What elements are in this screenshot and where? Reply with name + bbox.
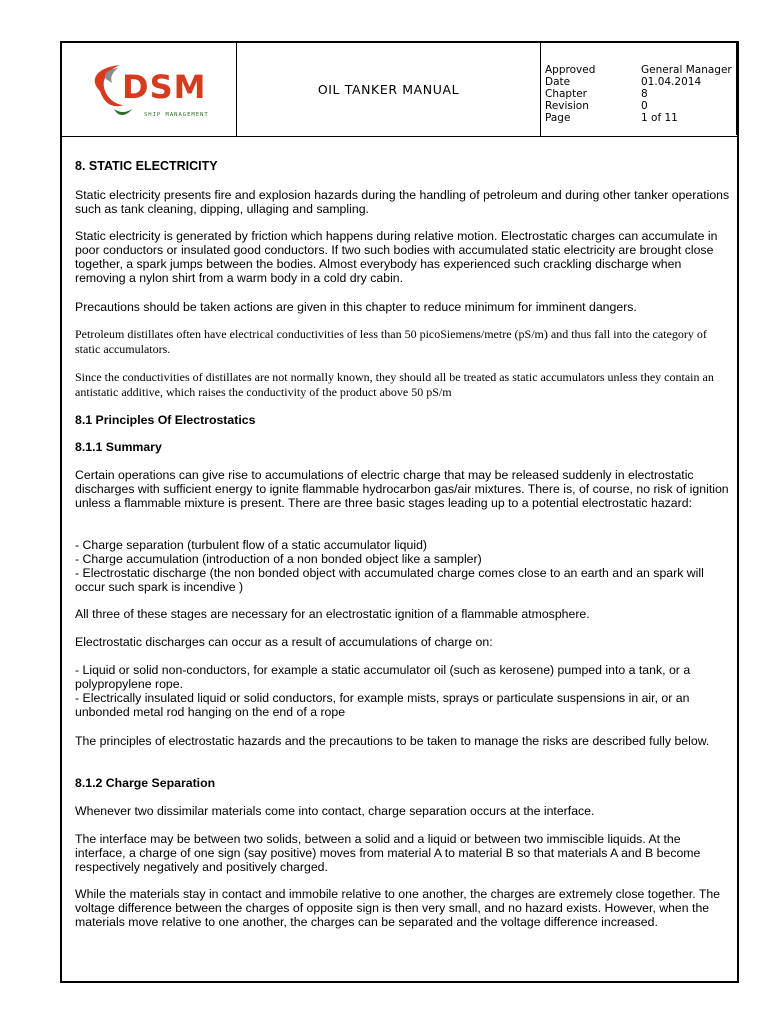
document-header: [62, 43, 737, 137]
list-item: - Charge accumulation (introduction of a non bonded object like a sampler): [75, 552, 482, 566]
meta-value: 8: [641, 88, 648, 100]
logo-cell: [62, 43, 237, 136]
list-item: - Liquid or solid non-conductors, for example a static accumulator oil (such as kerosene) pumped into a tank, or a polypropylene rope.: [75, 663, 691, 691]
charge-list: [75, 663, 730, 719]
meta-label: Date: [545, 76, 571, 88]
paragraph: Static electricity presents fire and explosion hazards during the handling of petroleum and during other tanker operations such as tank cleaning, dipping, ullaging and sampling.: [75, 188, 730, 216]
section-heading-8-1: 8.1 Principles Of Electrostatics: [75, 413, 256, 427]
list-item: - Electrically insulated liquid or solid conductors, for example mists, sprays or particulate suspensions in air, or an unbonded metal rod hanging on the end of a rope: [75, 691, 690, 719]
paragraph-serif: Petroleum distillates often have electrical conductivities of less than 50 picoSiemens/metre (pS/m) and thus fall into the category of static accumulators.: [75, 327, 707, 356]
list-item: - Charge separation (turbulent flow of a static accumulator liquid): [75, 538, 427, 552]
meta-value: 01.04.2014: [641, 76, 702, 88]
dsm-logo: [62, 43, 236, 136]
paragraph: While the materials stay in contact and immobile relative to one another, the charges are extremely close together. The voltage difference between the charges of opposite sign is then very small, and no hazard exists. However, when the materials move relative to one another, the charges can be separated and the voltage difference increased.: [75, 887, 721, 929]
paragraph: All three of these stages are necessary for an electrostatic ignition of a flammable atmosphere.: [75, 607, 590, 621]
paragraph: Static electricity is generated by friction which happens during relative motion. Electrostatic charges can accumulate in poor conductors or insulated good conductors. If two such bodies with accumulated static electricity are brought close together, a spark jumps between the bodies. Almost everybody has experienced such crackling discharge when removing a nylon shirt from a warm body in a cold dry cabin.: [75, 229, 718, 285]
meta-label: Approved: [545, 64, 596, 76]
paragraph: Electrostatic discharges can occur as a result of accumulations of charge on:: [75, 635, 493, 649]
meta-value: 0: [641, 100, 648, 112]
meta-label: Page: [545, 112, 571, 124]
list-item: - Electrostatic discharge (the non bonded object with accumulated charge comes close to an earth and an spark will occur such spark is incendive ): [75, 566, 704, 594]
section-heading-8-1-1: 8.1.1 Summary: [75, 440, 162, 454]
paragraph: Certain operations can give rise to accumulations of electric charge that may be released suddenly in electrostatic discharges with sufficient energy to ignite flammable hydrocarbon gas/air mixtures. There is, of course, no risk of ignition unless a flammable mixture is present. There are three basic stages leading up to a potential electrostatic hazard:: [75, 468, 729, 510]
paragraph: The interface may be between two solids, between a solid and a liquid or between two immiscible liquids. At the interface, a charge of one sign (say positive) moves from material A to material B so that materials A and B become respectively negatively and positively charged.: [75, 832, 701, 874]
meta-table: [541, 43, 737, 135]
meta-label: Chapter: [545, 88, 587, 100]
section-heading-8-1-2: 8.1.2 Charge Separation: [75, 776, 216, 790]
meta-label: Revision: [545, 100, 589, 112]
paragraph: Precautions should be taken actions are given in this chapter to reduce minimum for imminent dangers.: [75, 300, 637, 314]
title-cell: [237, 43, 541, 136]
stages-list: [75, 538, 730, 594]
meta-value: General Manager: [641, 64, 732, 76]
meta-cell: [541, 43, 737, 136]
page-frame: [60, 41, 739, 983]
section-heading-8: 8. STATIC ELECTRICITY: [75, 159, 218, 173]
paragraph-serif: Since the conductivities of distillates are not normally known, they should all be treated as static accumulators unless they contain an antistatic additive, which raises the conductivity of the product above 50 pS/m: [75, 370, 714, 399]
paragraph: The principles of electrostatic hazards and the precautions to be taken to manage the risks are described fully below.: [75, 734, 710, 748]
meta-value: 1 of 11: [641, 112, 678, 124]
paragraph: Whenever two dissimilar materials come into contact, charge separation occurs at the interface.: [75, 804, 595, 818]
logo-text: DSM: [122, 68, 207, 106]
logo-subtext: SHIP MANAGEMENT: [144, 112, 209, 118]
manual-title: OIL TANKER MANUAL: [317, 82, 460, 97]
